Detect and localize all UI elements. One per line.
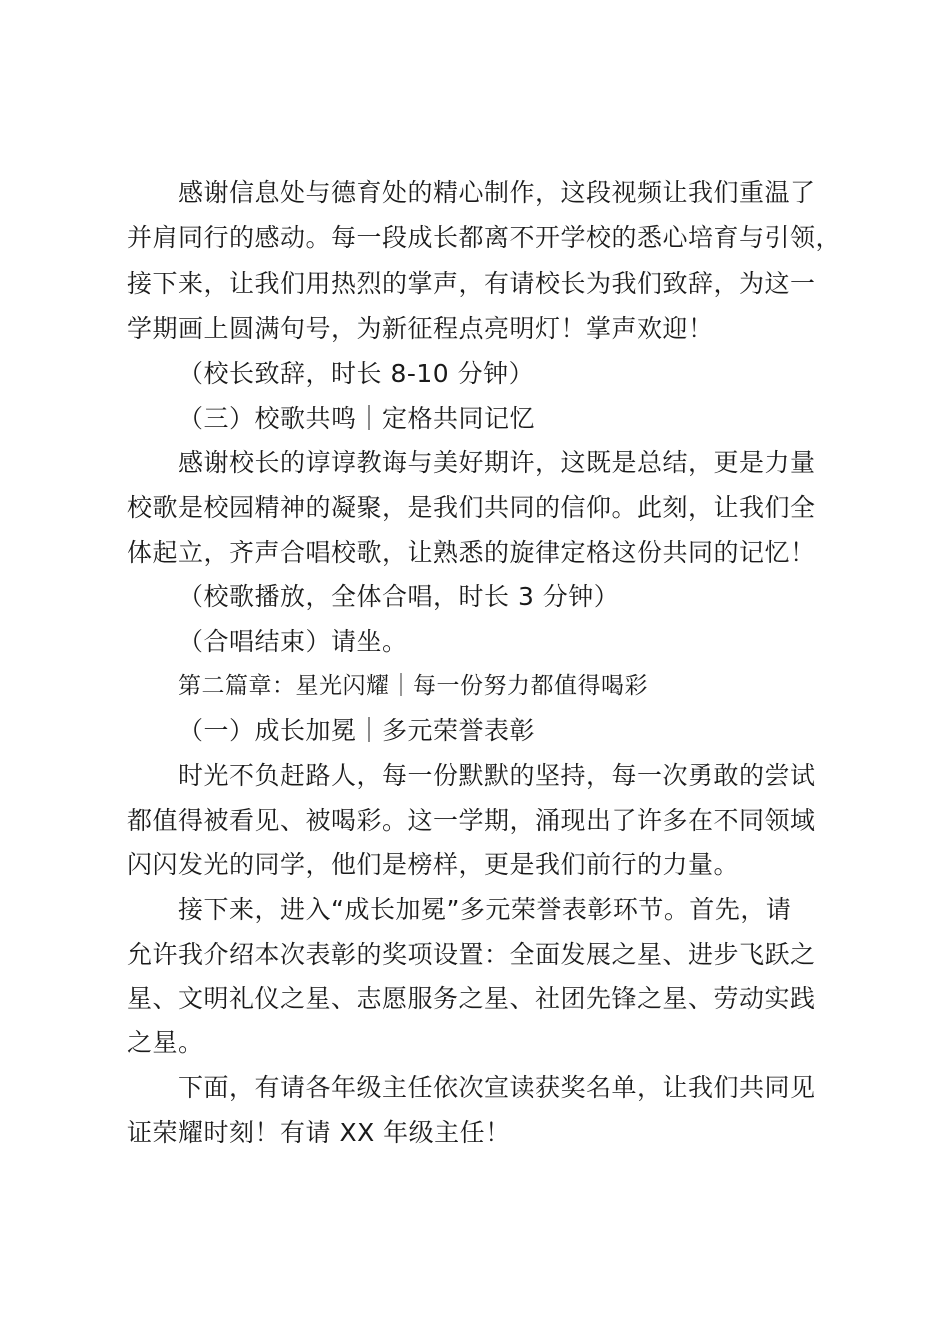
paragraph-line: 学期画上圆满句号，为新征程点亮明灯！掌声欢迎！ — [127, 314, 714, 343]
paragraph-line: 证荣耀时刻！有请 XX 年级主任！ — [127, 1118, 511, 1147]
chapter-heading: 第二篇章：星光闪耀｜每一份努力都值得喝彩 — [178, 673, 648, 699]
paragraph-line: 校歌是校园精神的凝聚，是我们共同的信仰。此刻，让我们全 — [127, 493, 816, 522]
paragraph-line: 接下来，让我们用热烈的掌声，有请校长为我们致辞，为这一 — [127, 269, 816, 298]
paragraph-line: 星、文明礼仪之星、志愿服务之星、社团先锋之星、劳动实践 — [127, 984, 816, 1013]
paragraph-line: 下面，有请各年级主任依次宣读获奖名单，让我们共同见 — [178, 1073, 816, 1102]
stage-direction: （合唱结束）请坐。 — [178, 627, 408, 656]
paragraph-line: 之星。 — [127, 1028, 204, 1057]
stage-direction: （校歌播放，全体合唱，时长 3 分钟） — [178, 582, 620, 611]
paragraph-line: 感谢信息处与德育处的精心制作，这段视频让我们重温了 — [178, 178, 816, 207]
paragraph-line: 时光不负赶路人，每一份默默的坚持，每一次勇敢的尝试 — [178, 761, 816, 790]
paragraph-line: 体起立，齐声合唱校歌，让熟悉的旋律定格这份共同的记忆！ — [127, 538, 816, 567]
paragraph-line: 接下来，进入“成长加冕”多元荣誉表彰环节。首先，请 — [178, 895, 792, 924]
paragraph-line: 闪闪发光的同学，他们是榜样，更是我们前行的力量。 — [127, 850, 740, 879]
section-heading: （一）成长加冕｜多元荣誉表彰 — [178, 716, 536, 745]
paragraph-line: 允许我介绍本次表彰的奖项设置：全面发展之星、进步飞跃之 — [127, 940, 816, 969]
stage-direction: （校长致辞，时长 8-10 分钟） — [178, 359, 535, 388]
paragraph-line: 都值得被看见、被喝彩。这一学期，涌现出了许多在不同领域 — [127, 806, 816, 835]
paragraph-line: 并肩同行的感动。每一段成长都离不开学校的悉心培育与引领， — [127, 223, 842, 252]
section-heading: （三）校歌共鸣｜定格共同记忆 — [178, 404, 536, 433]
paragraph-line: 感谢校长的谆谆教诲与美好期许，这既是总结，更是力量 — [178, 448, 816, 477]
